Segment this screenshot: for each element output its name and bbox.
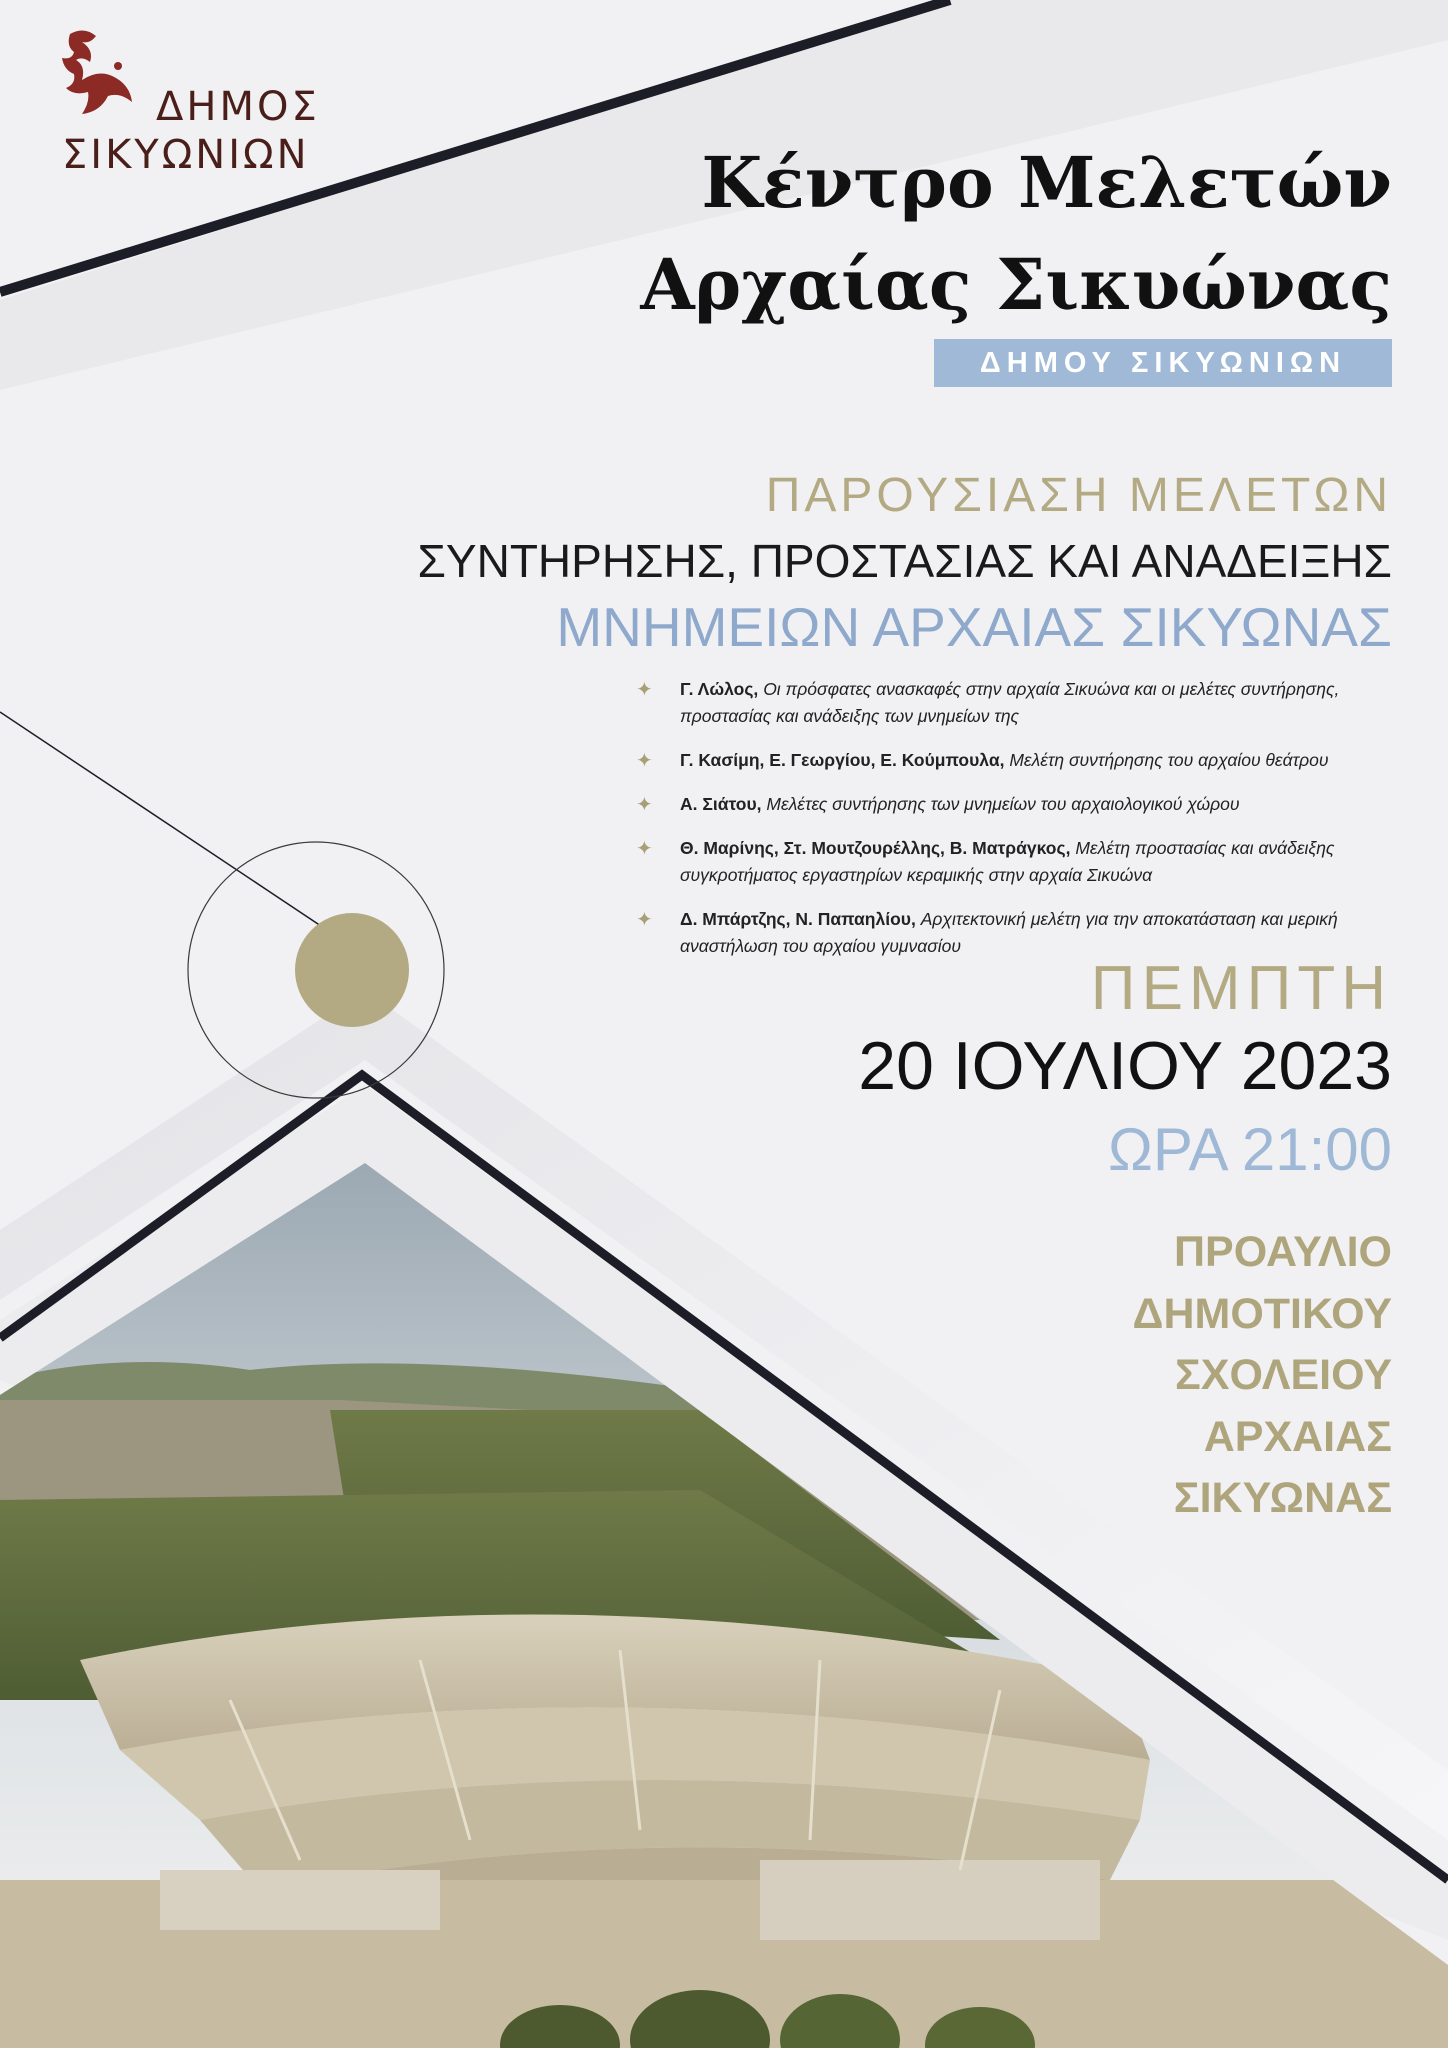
talk-title: Μελέτη συντήρησης του αρχαίου θεάτρου — [1009, 750, 1329, 770]
venue-line: ΣΙΚΥΩΝΑΣ — [1173, 1474, 1392, 1522]
talk-item — [636, 676, 1396, 730]
title-line-2: Αρχαίας Σικυώνας — [640, 243, 1392, 326]
talk-title: Μελέτες συντήρησης των μνημείων του αρχαιολογικού χώρου — [766, 794, 1240, 814]
talk-item — [636, 791, 1396, 818]
talk-title: Αρχιτεκτονική μελέτη για την αποκατάσταση και μερική αναστήλωση του αρχαίου γυμνασίου — [680, 909, 1338, 956]
venue-line: ΔΗΜΟΤΙΚΟΥ — [1132, 1289, 1392, 1338]
title-line-1: Κέντρο Μελετών — [701, 141, 1392, 224]
presentation-heading-2: ΣΥΝΤΗΡΗΣΗΣ, ΠΡΟΣΤΑΣΙΑΣ ΚΑΙ ΑΝΑΔΕΙΞΗΣ — [417, 535, 1392, 587]
presentation-heading-3: ΜΝΗΜΕΙΩΝ ΑΡΧΑΙΑΣ ΣΙΚΥΩΝΑΣ — [556, 596, 1392, 658]
subtitle-badge: ΔΗΜΟΥ ΣΙΚΥΩΝΙΩΝ — [934, 339, 1392, 387]
talk-authors: Α. Σιάτου, — [680, 794, 762, 814]
talk-authors: Γ. Λώλος, — [680, 679, 759, 699]
talk-item — [636, 747, 1396, 774]
talk-authors: Δ. Μπάρτζης, Ν. Παπαηλίου, — [680, 909, 916, 929]
presentation-heading-1: ΠΑΡΟΥΣΙΑΣΗ ΜΕΛΕΤΩΝ — [765, 469, 1392, 522]
talk-title: Μελέτη προστασίας και ανάδειξης συγκροτήματος εργαστηρίων κεραμικής στην αρχαία Σικυώνα — [680, 838, 1335, 885]
star-bullet-icon: ✦ — [636, 794, 653, 816]
event-day: ΠΕΜΠΤΗ — [1090, 954, 1392, 1023]
venue-line: ΠΡΟΑΥΛΙΟ — [1173, 1228, 1392, 1276]
talk-item — [636, 906, 1396, 960]
venue — [1133, 1222, 1392, 1530]
event-date: 20 ΙΟΥΛΙΟΥ 2023 — [858, 1028, 1392, 1104]
star-bullet-icon: ✦ — [636, 750, 653, 772]
talks-list — [636, 676, 1396, 977]
winged-sphinx-logo-icon — [60, 26, 138, 116]
venue-line: ΣΧΟΛΕΙΟΥ — [1174, 1351, 1392, 1399]
star-bullet-icon: ✦ — [636, 909, 653, 931]
event-time: ΩΡΑ 21:00 — [1108, 1116, 1392, 1183]
star-bullet-icon: ✦ — [636, 838, 653, 860]
talk-authors: Γ. Κασίμη, Ε. Γεωργίου, Ε. Κούμπουλα, — [680, 750, 1005, 770]
talk-title: Οι πρόσφατες ανασκαφές στην αρχαία Σικυώνα και οι μελέτες συντήρησης, προστασίας και ανάδειξης των μνημείων της — [680, 679, 1340, 726]
logo-text-line1: ΔΗΜΟΣ — [156, 84, 320, 130]
star-bullet-icon: ✦ — [636, 679, 653, 701]
talk-item — [636, 835, 1396, 889]
logo — [60, 26, 330, 176]
talk-authors: Θ. Μαρίνης, Στ. Μουτζουρέλλης, Β. Ματράγκος, — [680, 838, 1071, 858]
logo-text-line2: ΣΙΚΥΩΝΙΩΝ — [62, 132, 310, 178]
venue-line: ΑΡΧΑΙΑΣ — [1203, 1412, 1392, 1461]
